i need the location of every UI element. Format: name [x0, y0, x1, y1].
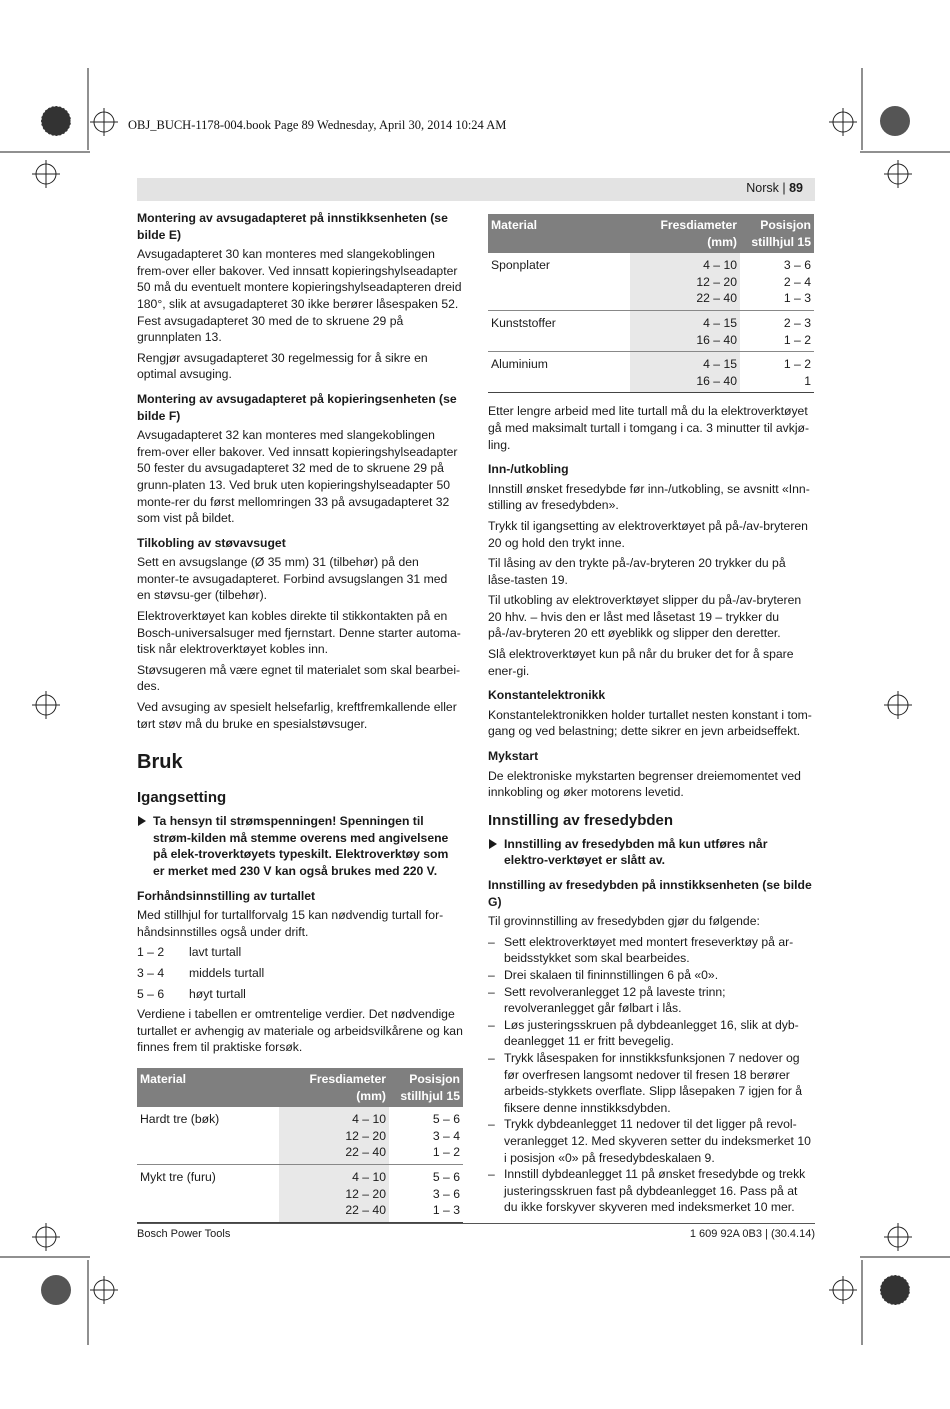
left-column [137, 210, 463, 1233]
list-item: – Sett revolveranlegget 12 på laveste trinn; revolveranlegget går følbart i lås. [488, 984, 814, 1017]
star-target-bottom-left [41, 1275, 71, 1305]
triangle-bullet-icon [489, 839, 497, 849]
paragraph: Innstill ønsket fresedybde før inn-/utkobling, se avsnitt «Inn-stilling av fresedybden». [488, 481, 810, 513]
section-title: Mykstart [488, 749, 539, 764]
star-target-bottom-right [880, 1275, 910, 1305]
col-header-position: Posisjon stillhjul 15 [740, 214, 814, 253]
cell-diameter: 4 – 10 12 – 20 22 – 40 [279, 1164, 389, 1222]
registration-mark-top-left [90, 108, 118, 136]
registration-mark-bottom-left [90, 1276, 118, 1304]
section-title: Innstilling av fresedybden på innstikksenheten (se bilde G) [488, 878, 812, 909]
col-header-diameter: Fresdiameter (mm) [279, 1068, 389, 1107]
paragraph: Konstantelektronikken holder turtallet nesten konstant i tom-gang og ved belastning; dette sikrer en jevn arbeidseffekt. [488, 707, 812, 739]
table-row [137, 1164, 463, 1222]
header-separator: | [778, 181, 790, 195]
table-header-row [137, 1068, 463, 1107]
speed-row [137, 986, 463, 1003]
table-row [137, 1107, 463, 1164]
section-title: Forhåndsinnstilling av turtallet [137, 888, 316, 903]
speed-table-left [137, 1068, 463, 1223]
paragraph: Til grovinnstilling av fresedybden gjør du følgende: [488, 914, 760, 929]
paragraph: Avsugadapteret 30 kan monteres med slangekoblingen frem-over eller bakover. Ved innsatt kopieringshylseadapter 50 må du eventuelt montere kopieringshylseadapteren dreid 180°, slik at avsugadapteret 30 ikke berører låsespaken 52. Fest avsugadapteret 30 med de to skruene 29 på grunnplaten 13. [137, 247, 462, 345]
paragraph: Støvsugeren må være egnet til materialet som skal bearbei-des. [137, 662, 461, 694]
speed-range: 1 – 2 [137, 945, 165, 960]
list-item: – Innstill dybdeanlegget 11 på ønsket fresedybde og trekk justeringsskruen fast på dybdeanlegget 16. Pass på at du ikke forskyver skyveren med indeksmerket 10 mer. [488, 1166, 814, 1216]
speed-range: 5 – 6 [137, 986, 165, 1001]
print-header: OBJ_BUCH-1178-004.book Page 89 Wednesday, April 30, 2014 10:24 AM [128, 118, 507, 132]
col-header-diameter: Fresdiameter (mm) [630, 214, 740, 253]
cell-diameter: 4 – 10 12 – 20 22 – 40 [279, 1107, 389, 1164]
page-header-label [746, 181, 803, 195]
cell-material: Mykt tre (furu) [137, 1164, 279, 1222]
subchapter-heading: Innstilling av fresedybden [488, 811, 674, 829]
cell-position: 3 – 6 2 – 4 1 – 3 [740, 253, 814, 310]
section-title: Inn-/utkobling [488, 462, 569, 477]
paragraph: Rengjør avsugadapteret 30 regelmessig for å sikre en optimal avsuging. [137, 350, 428, 382]
cell-diameter: 4 – 15 16 – 40 [630, 352, 740, 393]
page-header-band [137, 178, 815, 201]
table-row [488, 310, 814, 351]
star-target-top-left [41, 106, 71, 136]
cell-position: 5 – 6 3 – 6 1 – 3 [389, 1164, 463, 1222]
list-item: – Drei skalaen til fininnstillingen 6 på «0». [488, 967, 814, 984]
cell-position: 2 – 3 1 – 2 [740, 310, 814, 351]
paragraph: Sett en avsugslange (Ø 35 mm) 31 (tilbehør) på den monter-te avsugadapteret. Forbind avsugslangen 31 med en støvsu-ger (tilbehør). [137, 555, 448, 603]
warning-text: Innstilling av fresedybden må kun utføres når elektro-verktøyet er slått av. [504, 836, 768, 868]
table-row [488, 253, 814, 310]
paragraph: Avsugadapteret 32 kan monteres med slangekoblingen frem-over eller bakover. Ved innsatt kopieringshylseadapter 50 fester du avsugadapteret 32 med de to skruene 29 på grunn-platen 13. Ved bruk uten kopieringshylseadapter 50 monte-rer du først mellomringen 33 på avsugadapteret 32 som vist på bildet. [137, 428, 458, 526]
speed-range: 3 – 4 [137, 965, 165, 980]
cell-material: Sponplater [488, 253, 630, 310]
cell-material: Kunststoffer [488, 310, 630, 351]
registration-mark-bottom-right [829, 1276, 857, 1304]
paragraph: Trykk til igangsetting av elektroverktøyet på på-/av-bryteren 20 og hold den trykt inne. [488, 518, 808, 550]
paragraph: Etter lengre arbeid med lite turtall må du la elektroverktøyet gå med maksimalt turtall i tomgang i ca. 3 minutter til avkjø-ling. [488, 404, 810, 452]
col-header-material: Material [488, 214, 630, 253]
warning-text: Ta hensyn til strømspenningen! Spenningen til strøm-kilden må stemme overens med angivelsene på elek-troverktøyets typeskilt. Elektroverktøy som er merket med 230 V kan også brukes med 220 V. [153, 814, 449, 878]
paragraph: Med stillhjul for turtallforvalg 15 kan nødvendig turtall for-håndsinnstilles også under drift. [137, 908, 444, 939]
cell-position: 1 – 2 1 [740, 352, 814, 393]
cell-diameter: 4 – 15 16 – 40 [630, 310, 740, 351]
paragraph: Ved avsuging av spesielt helsefarlig, kreftfremkallende eller tørt støv må du bruke en spesialstøvsuger. [137, 700, 457, 731]
cell-position: 5 – 6 3 – 4 1 – 2 [389, 1107, 463, 1164]
star-target-top-right [880, 106, 910, 136]
footer-brand: Bosch Power Tools [137, 1228, 231, 1240]
right-column [488, 214, 814, 1216]
paragraph: Til utkobling av elektroverktøyet slipper du på-/av-bryteren 20 hhv. – hvis den er låst med låsetast 19 – trykker du på-/av-bryteren 20 ett øyeblikk og slipper den deretter. [488, 593, 802, 641]
chapter-heading: Bruk [137, 751, 183, 774]
subchapter-heading: Igangsetting [137, 789, 227, 807]
cell-diameter: 4 – 10 12 – 20 22 – 40 [630, 253, 740, 310]
section-title: Tilkobling av støvavsuget [137, 535, 286, 550]
list-item: – Løs justeringsskruen på dybdeanlegget 16, slik at dyb-deanlegget 11 er fritt bevegelig. [488, 1017, 814, 1050]
triangle-bullet-icon [138, 816, 146, 826]
warning-note [488, 836, 814, 869]
speed-label: lavt turtall [189, 945, 242, 960]
table-row [488, 352, 814, 393]
header-language: Norsk [746, 181, 779, 195]
section-title: Montering av avsugadapteret på kopieringsenheten (se bilde F) [137, 391, 457, 423]
col-header-material: Material [137, 1068, 279, 1107]
paragraph: Slå elektroverktøyet kun på når du bruker det for å spare ener-gi. [488, 647, 794, 678]
footer-divider [137, 1223, 815, 1224]
cell-material: Aluminium [488, 352, 630, 393]
speed-list [137, 944, 463, 1002]
header-page-number: 89 [789, 181, 803, 195]
cell-material: Hardt tre (bøk) [137, 1107, 279, 1164]
footer-doc-number: 1 609 92A 0B3 | (30.4.14) [689, 1228, 815, 1240]
section-title: Montering av avsugadapteret på innstikksenheten (se bilde E) [137, 211, 448, 242]
warning-note [137, 813, 463, 879]
speed-table-right [488, 214, 814, 393]
speed-row [137, 965, 463, 982]
speed-row [137, 944, 463, 961]
paragraph: De elektroniske mykstarten begrenser dreiemomentet ved innkobling og øker motorens levetid. [488, 768, 801, 800]
list-item: – Trykk låsespaken for innstikksfunksjonen 7 nedover og før overfresen langsomt nedover til fresen 18 berører arbeids-stykkets overflate. Slipp låsepaken 7 igjen for å fiksere denne innstikksdybden. [488, 1050, 814, 1116]
list-item: – Sett elektroverktøyet med montert freseverktøy på ar-beidsstykket som skal bearbeides. [488, 934, 814, 967]
paragraph: Elektroverktøyet kan kobles direkte til stikkontakten på en Bosch-universalsuger med fjernstart. Denne starter automa-tisk når elektroverktøyet kobles inn. [137, 609, 461, 657]
registration-mark-top-right [829, 108, 857, 136]
paragraph: Verdiene i tabellen er omtrentelige verdier. Det nødvendige turtallet er avhengig av materiale og arbeidsvilkårene og kan finnes frem til praktiske forsøk. [137, 1007, 463, 1055]
paragraph: Til låsing av den trykte på-/av-bryteren 20 trykker du på låse-tasten 19. [488, 556, 786, 587]
col-header-position: Posisjon stillhjul 15 [389, 1068, 463, 1107]
section-title: Konstantelektronikk [488, 688, 606, 703]
table-header-row [488, 214, 814, 253]
speed-label: høyt turtall [189, 986, 246, 1001]
speed-label: middels turtall [189, 965, 265, 980]
step-list [488, 934, 814, 1216]
list-item: – Trykk dybdeanlegget 11 nedover til det ligger på revol-veranlegget 12. Med skyveren setter du indeksmerket 10 i posisjon «0» på fresedybdeskalaen 9. [488, 1116, 814, 1166]
